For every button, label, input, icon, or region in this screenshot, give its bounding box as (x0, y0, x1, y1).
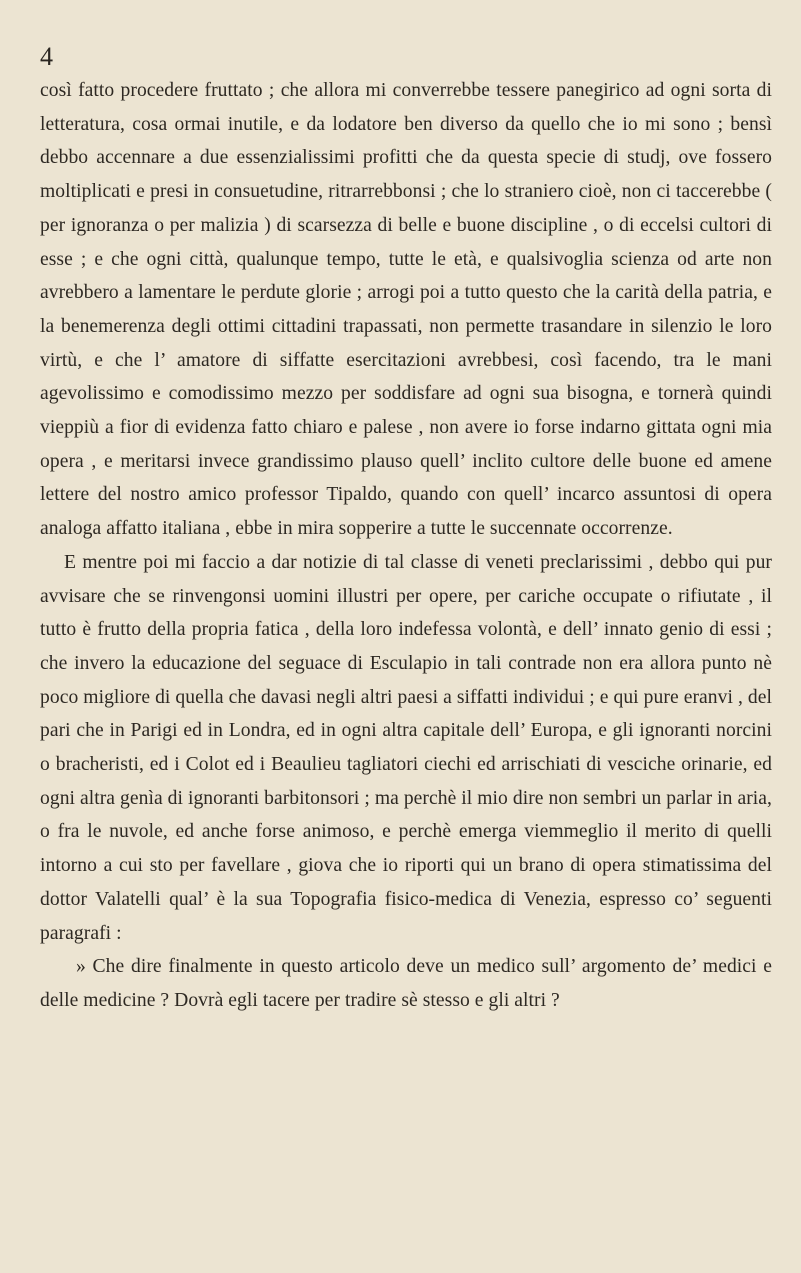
page-number: 4 (40, 42, 53, 71)
paragraph-quotation: » Che dire finalmente in questo articolo deve un medico sull’ argomento de’ medici e delle medicine ? Dovrà egli tacere per tradire sè stesso e gli altri ? (40, 956, 772, 1011)
paragraph-continuation: così fatto procedere fruttato ; che allora mi converrebbe tessere panegirico ad ogni sorta di letteratura, cosa ormai inutile, e da lodatore ben diverso da quello che io mi sono ; bensì debbo accennare a due essenzialissimi profitti che da questa specie di studj, ove fossero moltiplicati e presi in consuetudine, ritrarrebbonsi ; che lo straniero cioè, non ci taccerebbe ( per ignoranza o per malizia ) di scarsezza di belle e buone discipline , o di eccelsi cultori di esse ; e che ogni città, qualunque tempo, tutte le età, e qualsivoglia scienza od arte non avrebbero a lamentare le perdute glorie ; arrogi poi a tutto questo che la carità della patria, e la benemerenza degli ottimi cittadini trapassati, non permette trasandare in silenzio le loro virtù, e che l’ amatore di siffatte esercitazioni avrebbesi, così facendo, tra le mani agevolissimo e comodissimo mezzo per soddisfare ad ogni sua bisogna, e tornerà quindi vieppiù a fior di evidenza fatto chiaro e palese , non avere io forse indarno gittata ogni mia opera , e meritarsi invece grandissimo plauso quell’ inclito cultore delle buone ed amene lettere del nostro amico professor Tipaldo, quando con quell’ incarco assuntosi di opera analoga affatto italiana , ebbe in mira sopperire a tutte le succennate occorrenze. (40, 80, 772, 540)
paragraph-body: E mentre poi mi faccio a dar notizie di tal classe di veneti preclarissimi , debbo qui pur avvisare che se rinvengonsi uomini illustri per opere, per cariche occupate o rifiutate , il tutto è frutto della propria fatica , della loro indefessa volontà, e dell’ innato genio di essi ; che invero la educazione del seguace di Esculapio in tali contrade non era allora punto nè poco migliore di quella che davasi negli altri paesi a siffatti individui ; e qui pure eranvi , del pari che in Parigi ed in Londra, ed in ogni altra capitale dell’ Europa, e gli ignoranti norcini o bracheristi, ed i Colot ed i Beaulieu tagliatori ciechi ed arrischiati di vesciche orinarie, ed ogni altra genìa di ignoranti barbitonsori ; ma perchè il mio dire non sembri un parlar in aria, o fra le nuvole, ed anche forse animoso, e perchè emerga viemmeglio il merito di quelli intorno a cui sto per favellare , giova che io riporti qui un brano di opera stimatissima del dottor Valatelli qual’ è la sua Topografia fisico-medica di Venezia, espresso co’ seguenti paragrafi : (40, 551, 772, 944)
body-text (40, 74, 772, 1018)
